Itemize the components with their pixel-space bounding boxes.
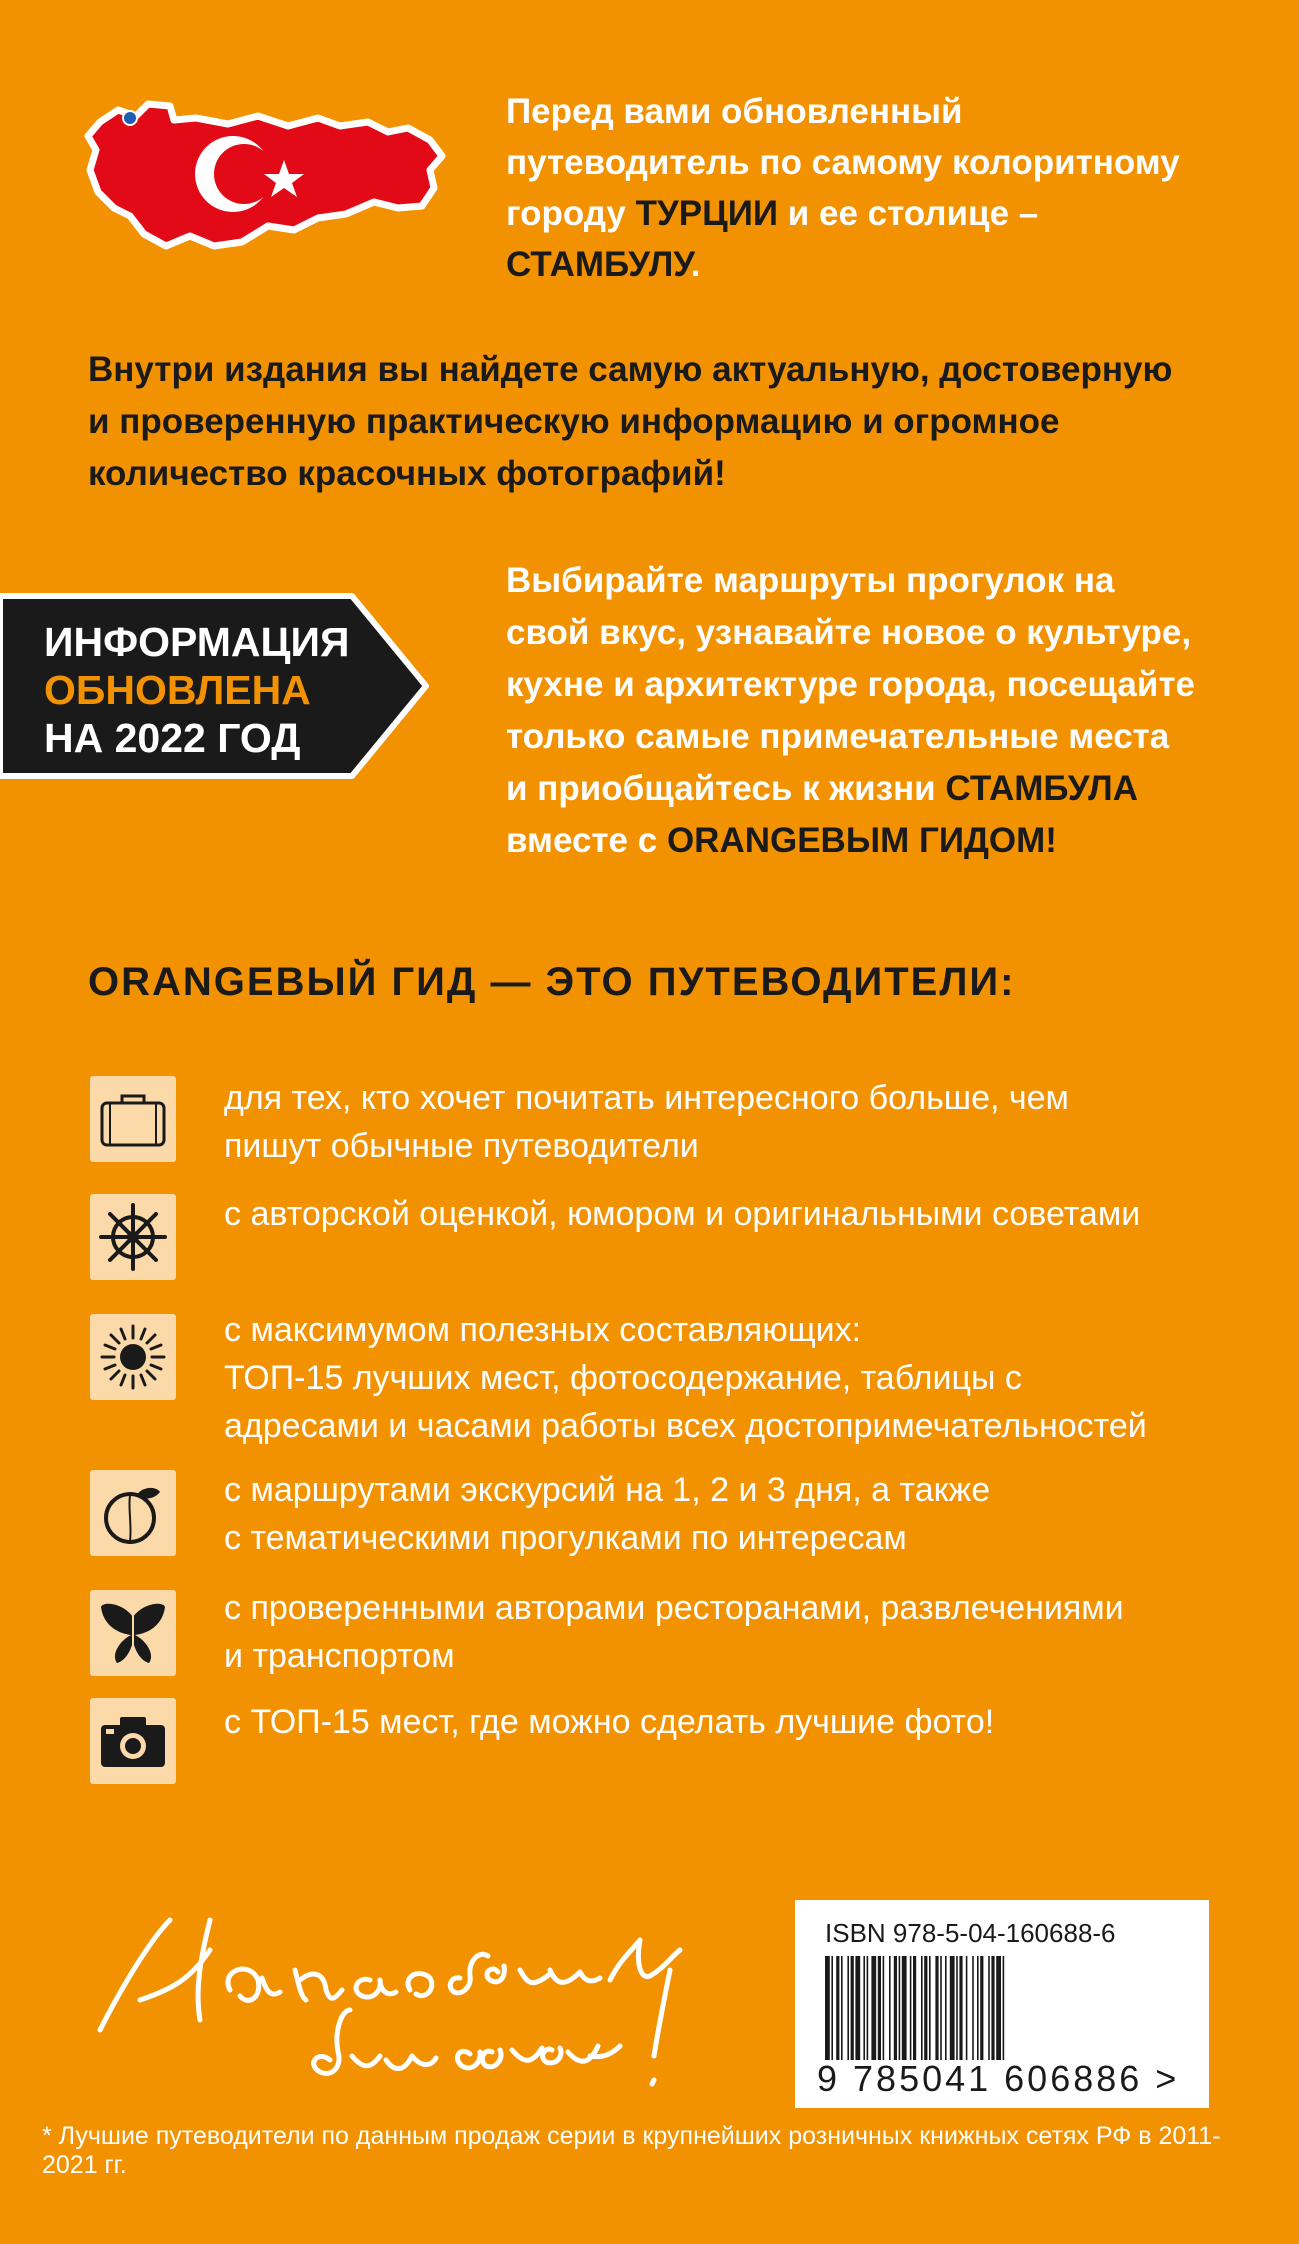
badge-line-2: ОБНОВЛЕНА xyxy=(44,667,311,713)
routes-line-5 xyxy=(506,763,1266,815)
barcode-bar xyxy=(894,1956,897,2060)
barcode-bar xyxy=(883,1956,885,2060)
isbn-label: ISBN 978-5-04-160688-6 xyxy=(825,1918,1116,1948)
features-heading: ORANGEВЫЙ ГИД — ЭТО ПУТЕВОДИТЕЛИ: xyxy=(88,960,1016,1004)
barcode-bar xyxy=(825,1956,830,2060)
badge-line-3: НА 2022 ГОД xyxy=(44,715,301,761)
feature-1-line-1: для тех, кто хочет почитать интересного больше, чем xyxy=(224,1079,1069,1117)
fruit-icon xyxy=(90,1470,176,1556)
details-paragraph xyxy=(88,344,1238,500)
barcode-bar xyxy=(902,1956,907,2060)
routes-brand-name: ORANGEВЫМ ГИДОМ! xyxy=(666,821,1057,860)
barcode-bar xyxy=(910,1956,912,2060)
barcode-bar xyxy=(841,1956,843,2060)
feature-1-line-2: пишут обычные путеводители xyxy=(224,1127,699,1165)
details-line-1: Внутри издания вы найдете самую актуальную, достоверную xyxy=(88,350,1173,389)
routes-line-6 xyxy=(506,815,1266,867)
barcode-bar xyxy=(831,1956,833,2060)
barcode-bar xyxy=(991,1956,994,2060)
feature-5-line-1: с проверенными авторами ресторанами, развлечениями xyxy=(224,1589,1124,1627)
feature-item-1 xyxy=(224,1074,1264,1170)
handwritten-signature xyxy=(80,1880,760,2100)
ship-wheel-icon xyxy=(90,1194,176,1280)
feature-4-line-2: с тематическими прогулками по интересам xyxy=(224,1519,907,1557)
barcode-bar xyxy=(871,1956,876,2060)
barcode-bar xyxy=(929,1956,931,2060)
intro-paragraph xyxy=(506,86,1266,290)
intro-line-3 xyxy=(506,188,1266,239)
feature-3-line-1: с максимумом полезных составляющих: xyxy=(224,1311,862,1349)
intro-city-name: СТАМБУЛУ xyxy=(506,245,691,284)
feature-4-line-1: с маршрутами экскурсий на 1, 2 и 3 дня, а также xyxy=(224,1471,991,1509)
barcode-bar xyxy=(972,1956,974,2060)
barcode-bar xyxy=(977,1956,979,2060)
routes-line-5-pre: и приобщайтесь к жизни xyxy=(506,769,946,808)
routes-line-2: свой вкус, узнавайте новое о культуре, xyxy=(506,613,1192,652)
feature-item-3 xyxy=(224,1306,1264,1450)
feature-item-2 xyxy=(224,1190,1264,1238)
intro-line-3-post: и ее столице – xyxy=(778,194,1039,233)
badge-line-1: ИНФОРМАЦИЯ xyxy=(44,619,350,665)
feature-5-line-2: и транспортом xyxy=(224,1637,455,1675)
footnote: * Лучшие путеводители по данным продаж серии в крупнейших розничных книжных сетях РФ в 2011-2021 гг. xyxy=(42,2122,1221,2179)
barcode-bar xyxy=(899,1956,901,2060)
barcode-digits: 9 785041 606886 > xyxy=(817,2058,1180,2099)
feature-item-4 xyxy=(224,1466,1264,1562)
barcode-bar xyxy=(959,1956,962,2060)
feature-2-line-1: с авторской оценкой, юмором и оригинальными советами xyxy=(224,1195,1141,1233)
barcode-bar xyxy=(867,1956,869,2060)
feature-6-line-1: с ТОП-15 мест, где можно сделать лучшие фото! xyxy=(224,1703,995,1741)
sun-icon xyxy=(90,1314,176,1400)
badge-text xyxy=(44,618,384,762)
feature-item-5 xyxy=(224,1584,1264,1680)
barcode-bar xyxy=(935,1956,938,2060)
feature-3-line-3: адресами и часами работы всех достопримечательностей xyxy=(224,1407,1147,1445)
barcode-bar xyxy=(950,1956,955,2060)
barcode-bar xyxy=(945,1956,947,2060)
barcode-bar xyxy=(855,1956,860,2060)
barcode-bar xyxy=(921,1956,923,2060)
routes-paragraph xyxy=(506,555,1266,867)
details-line-2: и проверенную практическую информацию и огромное xyxy=(88,402,1060,441)
intro-line-4 xyxy=(506,239,1266,290)
barcode-bar xyxy=(851,1956,854,2060)
barcode-bar xyxy=(988,1956,990,2060)
routes-line-1: Выбирайте маршруты прогулок на xyxy=(506,561,1115,600)
barcode-bar xyxy=(966,1956,968,2060)
barcode-bar xyxy=(836,1956,839,2060)
routes-city-name: СТАМБУЛА xyxy=(945,769,1138,808)
turkey-flag-map xyxy=(78,96,450,264)
intro-line-4-post: . xyxy=(690,245,701,284)
barcode-bar xyxy=(956,1956,958,2060)
barcode-bar xyxy=(996,1956,1001,2060)
barcode-bar xyxy=(878,1956,881,2060)
routes-line-4: только самые примечательные места xyxy=(506,717,1170,756)
routes-line-6-pre: вместе с xyxy=(506,821,667,860)
suitcase-icon xyxy=(90,1076,176,1162)
barcode-bar xyxy=(1003,1956,1005,2060)
isbn-barcode-box xyxy=(795,1900,1209,2108)
barcode-bar xyxy=(924,1956,927,2060)
routes-line-3: кухне и архитектуре города, посещайте xyxy=(506,665,1195,704)
intro-country-name: ТУРЦИИ xyxy=(635,194,779,233)
barcode-bar xyxy=(913,1956,916,2060)
barcode-bar xyxy=(940,1956,942,2060)
butterfly-icon xyxy=(90,1590,176,1676)
feature-item-6 xyxy=(224,1698,1264,1746)
camera-icon xyxy=(90,1698,176,1784)
barcode-bar xyxy=(847,1956,849,2060)
feature-3-line-2: ТОП-15 лучших мест, фотосодержание, таблицы с xyxy=(224,1359,1022,1397)
intro-line-2: путеводитель по самому колоритному xyxy=(506,143,1180,182)
barcode xyxy=(825,1956,1175,2060)
barcode-bar xyxy=(889,1956,891,2060)
intro-line-3-pre: городу xyxy=(506,194,636,233)
barcode-bar xyxy=(863,1956,865,2060)
barcode-bar xyxy=(980,1956,983,2060)
details-line-3: количество красочных фотографий! xyxy=(88,454,726,493)
intro-line-1: Перед вами обновленный xyxy=(506,92,963,131)
